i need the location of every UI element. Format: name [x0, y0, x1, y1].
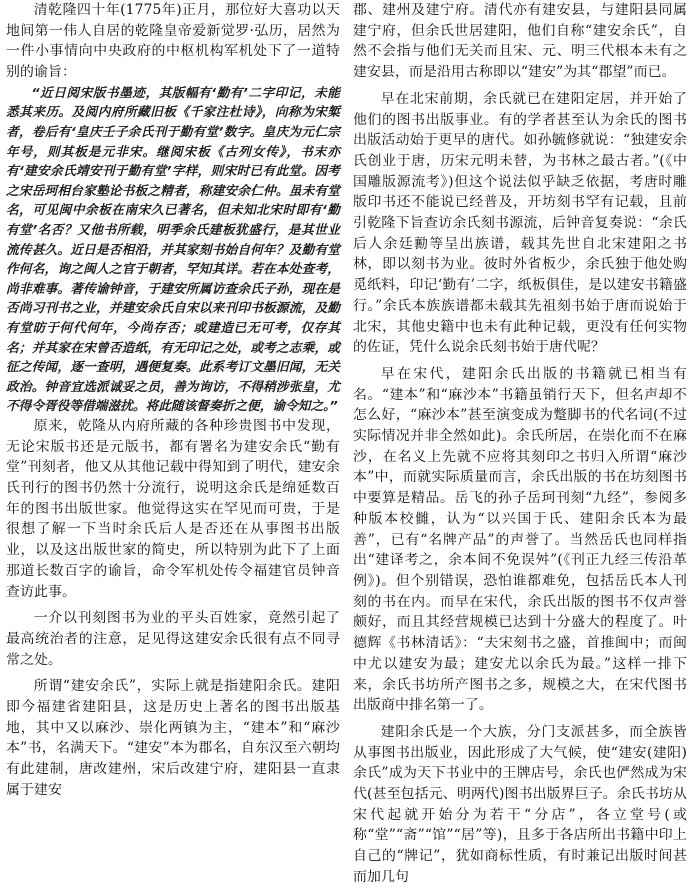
paragraph-intro: 清乾隆四十年(1775年)正月，那位好大喜功以天地间第一伟人自居的乾隆皇帝爱新觉罗·弘历，居然为一件小事情向中央政府的中枢机构军机处下了一道特别的谕旨： — [6, 2, 340, 81]
paragraph-origin: 原来，乾隆从内府所藏的各种珍贵图书中发现，无论宋版书还是元版书，都有署名为建安余氏“勤有堂”刊刻者，他又从其他记载中得知到了明代，建安余氏刊行的图书仍然十分流行，说明这余氏是绵延数百年的图书出版世家。他觉得这实在罕见而可贵，于是很想了解一下当时余氏后人是否还在从事图书出版业，以及这出版世家的简史，所以特别为此下了上面那道长数百字的谕旨，命令军机处传令福建官员钟音查访此事。 — [6, 417, 340, 600]
paragraph-jianan: 所谓“建安余氏”，实际上就是指建阳余氏。建阳即今福建省建阳县，这是历史上著名的图书出版基地，其中又以麻沙、崇化两镇为主，“建本”和“麻沙本”书，名满天下。“建安”本为郡名，自东汉至六朝均有此建制，唐改建州，宋后改建宁府，建阳县一直隶属于建安 — [6, 678, 340, 798]
left-column — [6, 0, 340, 801]
edict-quote: “近日阅宋版书墨迹，其版幅有‘勤有’二字印记，未能悉其来历。及阅内府所藏旧板《千家注杜诗》，向称为宋椠者，卷后有‘皇庆壬子余氏刊于勤有堂’数字。皇庆为元仁宗年号，则其板是元非宋。继阅宋板《古列女传》，书末亦有‘建安余氏靖安刊于勤有堂’字样，则宋时已有此堂。因考之宋岳珂相台家塾论书板之精者，称建安余仁仲。虽未有堂名，可见闽中余板在南宋久已著名，但未知北宋时即有‘勤有堂’名否？又他书所载，明季余氏建板犹盛行，是其世业流传甚久。近日是否相沿，并其家刻书始自何年？及勤有堂作何名，询之闽人之官于朝者，罕知其详。若在本处查考，尚非难事。著传谕钟音，于建安所属访查余氏子孙，现在是否尚习刊书之业，并建安余氏自宋以来刊印书板源流，及勤有堂昉于何代何年，今尚存否；或建造已无可考，仅存其名；并其家在宋曾否造纸，有无印记之处，或考之志乘，或征之传闻，逐一查明，遇便复奏。此系考订文墨旧闻，无关政治。钟音宜选派诚妥之员，善为询访，不得稍涉张皇，尤不得令胥役等借端滋扰。将此随该督奏折之便，谕令知之。” — [6, 84, 340, 414]
paragraph-northern-song: 早在北宋前期，余氏就已在建阳定居，并开始了他们的图书出版事业。有的学者甚至认为余氏的图书出版活动始于更早的唐代。如孙毓修就说：“独建安余氏创业于唐，历宋元明未替，为书林之最古者。”(《中国雕版源流考》)但这个说法似乎缺乏依据，考唐时雕版印书还不能说已经普及，开坊刻书罕有记载，且前引乾隆下旨查访余氏刻书源流，后钟音复奏说：“余氏后人余廷勷等呈出族谱，载其先世自北宋建阳之书林，即以刻书为业。彼时外省板少，余氏独于他处购觅纸料，印记‘勤有’二字，纸板俱佳，是以建安书籍盛行。”余氏本族族谱都未载其先祖刻书始于唐而说始于北宋，其他史籍中也未有此种记载，更没有任何实物的佐证，凭什么说余氏刻书始于唐代呢？ — [353, 90, 687, 356]
right-column — [353, 0, 687, 888]
paragraph-clan: 建阳余氏是一个大族，分门支派甚多，而全族皆从事图书出版业，因此形成了大气候，使“建安(建阳)余氏”成为天下书业中的王牌店号，余氏也俨然成为宋代(甚至包括元、明两代)图书出版界巨子。余氏书坊从宋代起就开始分为若干“分店”，各立堂号(或称“堂”“斋”“馆”“居”等)，且多于各店所出书籍中印上自己的“牌记”，犹如商标性质，有时兼记出版时间甚而加几句 — [353, 723, 687, 885]
paragraph-song-fame: 早在宋代，建阳余氏出版的书籍就已相当有名。“建本”和“麻沙本”书籍虽销行天下，但名声却不怎么好，“麻沙本”甚至演变成为蹩脚书的代名词(不过实际情况并非全然如此)。余氏所居，在崇化而不在麻沙，在名义上先就不应将其刻印之书归入所谓“麻沙本”中，而就实际质量而言，余氏出版的书在坊刻图书中要算是精品。岳飞的孙子岳珂刊刻“九经”，参阅多种版本校雠，认为“以兴国于氏、建阳余氏本为最善”，已有“名牌产品”的声誉了。当然岳氏也同样指出“建译考之，余本间不免误舛”(《刊正九经三传沿革例》)。但个别错误，恐怕谁都难免，包括岳氏本人刊刻的书在内。而早在宋代，余氏出版的图书不仅声誉颇好，而且其经营规模已达到十分盛大的程度了。叶德辉《书林清话》：“夫宋刻书之盛，首推闽中；而闽中尤以建安为最；建安尤以余氏为最。”这样一排下来，余氏书坊所产图书之多，规模之大，在宋代图书出版商中排名第一了。 — [353, 365, 687, 714]
paragraph-continued: 郡、建州及建宁府。清代亦有建安县，与建阳县同属建宁府，但余氏世居建阳，他们自称“建安余氏”，自然不会指与他们无关而且宋、元、明三代根本未有之建安县，而是沿用古称即以“建安”为其“郡望”而已。 — [353, 2, 687, 81]
paragraph-commoner: 一介以刊刻图书为业的平头百姓家，竟然引起了最高统治者的注意，足见得这建安余氏很有点不同寻常之处。 — [6, 610, 340, 668]
